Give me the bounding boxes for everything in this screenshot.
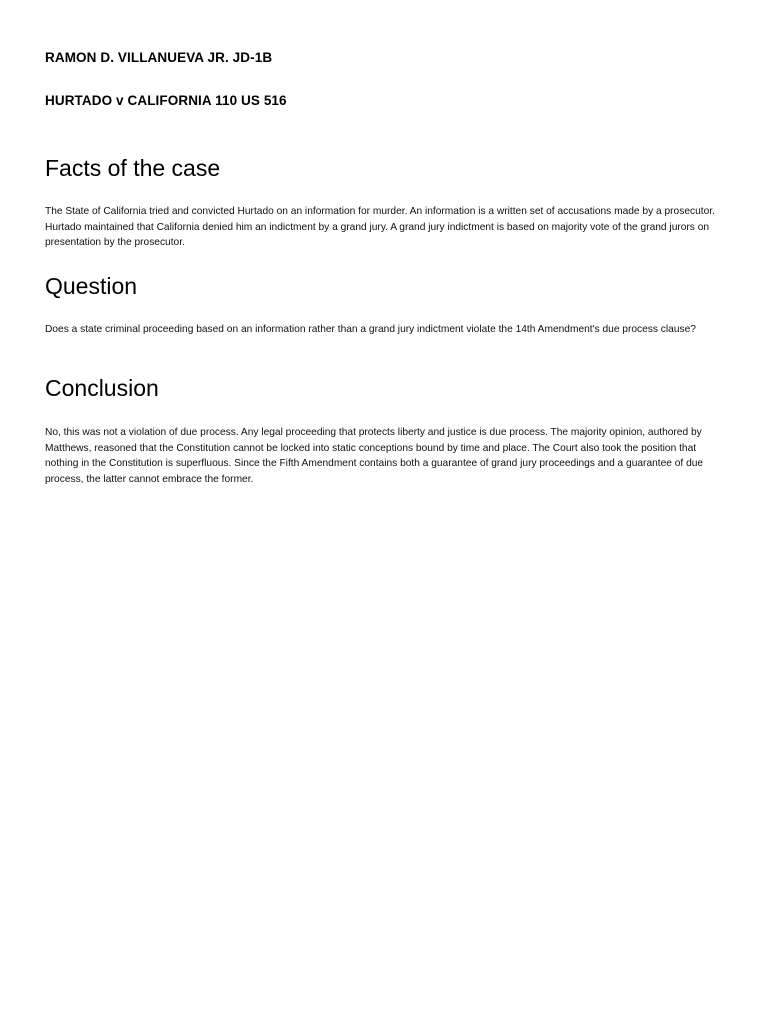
question-paragraph: Does a state criminal proceeding based on an information rather than a grand jury indictment violate the 14th Amendment's due process clause? [45, 324, 696, 335]
facts-heading: Facts of the case [45, 155, 221, 181]
question-heading: Question [45, 273, 138, 299]
conclusion-paragraph: No, this was not a violation of due process. Any legal proceeding that protects liberty and justice is due process. The majority opinion, authored by Matthews, reasoned that the Constitution cannot be locked into static conceptions bound by time and place. The Court also took the position that nothing in the Constitution is superfluous. Since the Fifth Amendment contains both a guarantee of grand jury proceedings and a guarantee of due process, the latter cannot embrace the former. [45, 427, 704, 485]
case-title: HURTADO v CALIFORNIA 110 US 516 [45, 93, 287, 108]
conclusion-heading: Conclusion [45, 375, 159, 401]
author-line: RAMON D. VILLANUEVA JR. JD-1B [45, 50, 273, 65]
facts-paragraph: The State of California tried and convicted Hurtado on an information for murder. An information is a written set of accusations made by a prosecutor. Hurtado maintained that California denied him an indictment by a grand jury. A grand jury indictment is based on majority vote of the grand jurors on presentation by the prosecutor. [45, 206, 715, 249]
